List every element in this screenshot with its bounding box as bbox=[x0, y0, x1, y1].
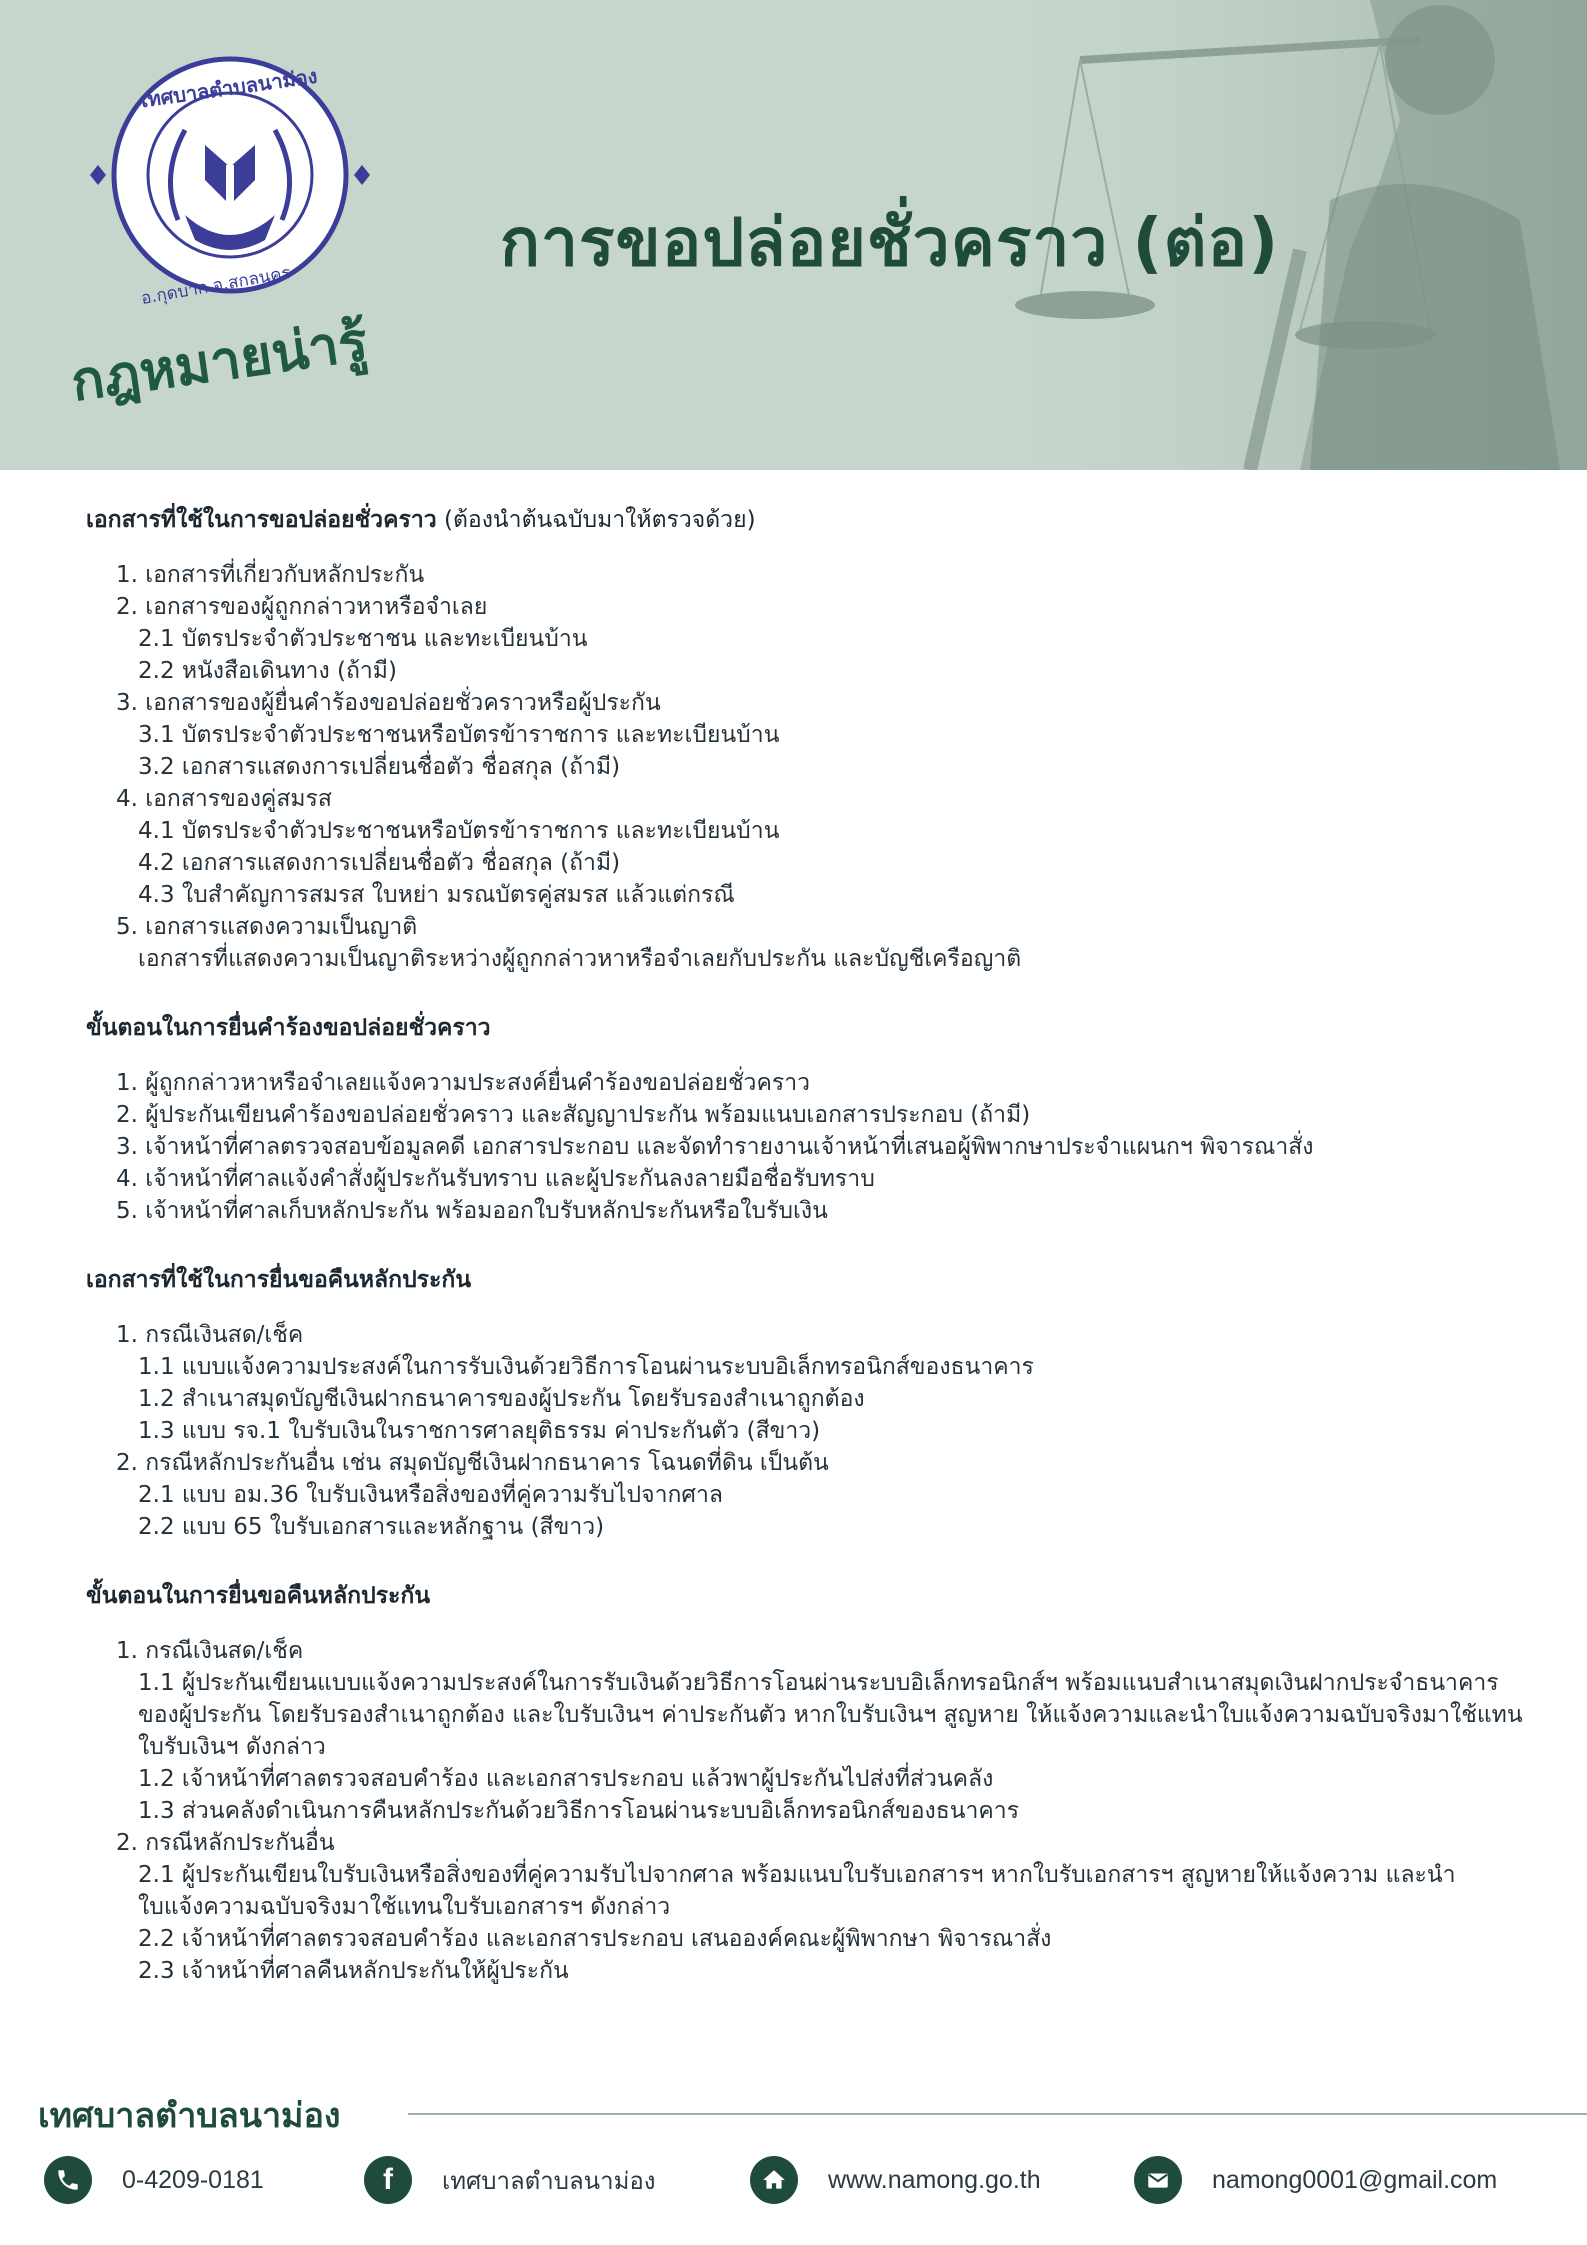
list-item: 1.2 สำเนาสมุดบัญชีเงินฝากธนาคารของผู้ประกัน โดยรับรองสำเนาถูกต้อง bbox=[138, 1386, 865, 1412]
contact-website[interactable] bbox=[750, 2150, 1041, 2210]
section-refund-procedure bbox=[86, 1581, 1526, 1987]
list-item: 2.1 แบบ อม.36 ใบรับเงินหรือสิ่งของที่คู่ความรับไปจากศาล bbox=[138, 1482, 724, 1508]
list-item: 4.3 ใบสำคัญการสมรส ใบหย่า มรณบัตรคู่สมรส แล้วแต่กรณี bbox=[138, 882, 735, 908]
list-item: 1.2 เจ้าหน้าที่ศาลตรวจสอบคำร้อง และเอกสารประกอบ แล้วพาผู้ประกันไปส่งที่ส่วนคลัง bbox=[138, 1766, 994, 1792]
page-title: การขอปล่อยชั่วคราว (ต่อ) bbox=[500, 204, 1280, 281]
logo-bottom-text: อ.กุดบาก จ.สกลนคร bbox=[139, 262, 293, 309]
list-item: 1.1 แบบแจ้งความประสงค์ในการรับเงินด้วยวิธีการโอนผ่านระบบอิเล็กทรอนิกส์ของธนาคาร bbox=[138, 1354, 1034, 1380]
list-item: 4. เจ้าหน้าที่ศาลแจ้งคำสั่งผู้ประกันรับทราบ และผู้ประกันลงลายมือชื่อรับทราบ bbox=[116, 1166, 875, 1192]
list-item: 5. เจ้าหน้าที่ศาลเก็บหลักประกัน พร้อมออกใบรับหลักประกันหรือใบรับเงิน bbox=[116, 1198, 828, 1224]
email-address[interactable]: namong0001@gmail.com bbox=[1212, 2165, 1498, 2194]
list-item: 1. เอกสารที่เกี่ยวกับหลักประกัน bbox=[116, 562, 425, 588]
list-item: 2.1 ผู้ประกันเขียนใบรับเงินหรือสิ่งของที่คู่ความรับไปจากศาล พร้อมแนบใบรับเอกสารฯ หากใบรับเอกสารฯ สูญหายให้แจ้งความ และนำใบแจ้งความฉบับจริงมาใช้แทนใบรับเอกสารฯ ดังกล่าว bbox=[138, 1862, 1456, 1920]
section-title: เอกสารที่ใช้ในการยื่นขอคืนหลักประกัน bbox=[86, 1267, 472, 1293]
contact-facebook[interactable] bbox=[364, 2150, 656, 2210]
phone-icon bbox=[44, 2156, 92, 2204]
contact-phone[interactable] bbox=[44, 2150, 264, 2210]
list-item: 1.1 ผู้ประกันเขียนแบบแจ้งความประสงค์ในการรับเงินด้วยวิธีการโอนผ่านระบบอิเล็กทรอนิกส์ฯ พร้อมแนบสำเนาสมุดเงินฝากประจำธนาคารของผู้ประกัน โดยรับรองสำเนาถูกต้อง และใบรับเงินฯ ค่าประกันตัว หากใบรับเงินฯ สูญหาย ให้แจ้งความและนำใบแจ้งความฉบับจริงมาใช้แทนใบรับเงินฯ ดังกล่าว bbox=[138, 1670, 1523, 1760]
list-item: 2.2 หนังสือเดินทาง (ถ้ามี) bbox=[138, 658, 397, 684]
list-item: 4.1 บัตรประจำตัวประชาชนหรือบัตรข้าราชการ และทะเบียนบ้าน bbox=[138, 818, 780, 844]
list-item: 1.3 ส่วนคลังดำเนินการคืนหลักประกันด้วยวิธีการโอนผ่านระบบอิเล็กทรอนิกส์ของธนาคาร bbox=[138, 1798, 1020, 1824]
website-url[interactable]: www.namong.go.th bbox=[828, 2165, 1041, 2194]
list-item: 5. เอกสารแสดงความเป็นญาติ bbox=[116, 914, 418, 940]
facebook-icon: f bbox=[364, 2156, 412, 2204]
list-item: 3. เจ้าหน้าที่ศาลตรวจสอบข้อมูลคดี เอกสารประกอบ และจัดทำรายงานเจ้าหน้าที่เสนอผู้พิพากษาประจำแผนกฯ พิจารณาสั่ง bbox=[116, 1134, 1314, 1160]
section-title: ขั้นตอนในการยื่นคำร้องขอปล่อยชั่วคราว bbox=[86, 1015, 491, 1041]
header-banner bbox=[0, 0, 1587, 470]
footer-divider bbox=[408, 2113, 1587, 2115]
list-item: 1. กรณีเงินสด/เช็ค bbox=[116, 1638, 304, 1664]
list-item: 2.1 บัตรประจำตัวประชาชน และทะเบียนบ้าน bbox=[138, 626, 588, 652]
logo-caption: กฎหมายน่ารู้ bbox=[67, 309, 372, 414]
list-item: 2.3 เจ้าหน้าที่ศาลคืนหลักประกันให้ผู้ประกัน bbox=[138, 1958, 569, 1984]
list-item: 4. เอกสารของคู่สมรส bbox=[116, 786, 332, 812]
facebook-page-name[interactable]: เทศบาลตำบลนาม่อง bbox=[442, 2166, 656, 2195]
list-item: 2. กรณีหลักประกันอื่น bbox=[116, 1830, 335, 1856]
contact-email[interactable] bbox=[1134, 2150, 1497, 2210]
list-item: 2.2 แบบ 65 ใบรับเอกสารและหลักฐาน (สีขาว) bbox=[138, 1514, 605, 1540]
section-bail-procedure bbox=[86, 1013, 1526, 1227]
list-item: 1.3 แบบ รจ.1 ใบรับเงินในราชการศาลยุติธรรม ค่าประกันตัว (สีขาว) bbox=[138, 1418, 821, 1444]
section-refund-documents bbox=[86, 1265, 1526, 1543]
list-item: 3.2 เอกสารแสดงการเปลี่ยนชื่อตัว ชื่อสกุล (ถ้ามี) bbox=[138, 754, 621, 780]
list-item: 4.2 เอกสารแสดงการเปลี่ยนชื่อตัว ชื่อสกุล (ถ้ามี) bbox=[138, 850, 621, 876]
list-item: 2.2 เจ้าหน้าที่ศาลตรวจสอบคำร้อง และเอกสารประกอบ เสนอองค์คณะผู้พิพากษา พิจารณาสั่ง bbox=[138, 1926, 1052, 1952]
list-item: เอกสารที่แสดงความเป็นญาติระหว่างผู้ถูกกล่าวหาหรือจำเลยกับประกัน และบัญชีเครือญาติ bbox=[138, 946, 1022, 972]
list-item: 1. กรณีเงินสด/เช็ค bbox=[116, 1322, 304, 1348]
section-title bbox=[86, 505, 1526, 535]
section-title: ขั้นตอนในการยื่นขอคืนหลักประกัน bbox=[86, 1583, 431, 1609]
mail-icon bbox=[1134, 2156, 1182, 2204]
footer-org-name: เทศบาลตำบลนาม่อง bbox=[38, 2096, 341, 2136]
list-item: 3. เอกสารของผู้ยื่นคำร้องขอปล่อยชั่วคราวหรือผู้ประกัน bbox=[116, 690, 661, 716]
list-item: 2. ผู้ประกันเขียนคำร้องขอปล่อยชั่วคราว และสัญญาประกัน พร้อมแนบเอกสารประกอบ (ถ้ามี) bbox=[116, 1102, 1031, 1128]
list-item: 2. เอกสารของผู้ถูกกล่าวหาหรือจำเลย bbox=[116, 594, 488, 620]
document-body bbox=[86, 505, 1526, 2025]
phone-number[interactable]: 0-4209-0181 bbox=[122, 2165, 264, 2194]
section-title-note: (ต้องนำต้นฉบับมาให้ตรวจด้วย) bbox=[436, 507, 756, 533]
section-title-text: เอกสารที่ใช้ในการขอปล่อยชั่วคราว bbox=[86, 507, 437, 533]
list-item: 1. ผู้ถูกกล่าวหาหรือจำเลยแจ้งความประสงค์ยื่นคำร้องขอปล่อยชั่วคราว bbox=[116, 1070, 811, 1096]
list-item: 2. กรณีหลักประกันอื่น เช่น สมุดบัญชีเงินฝากธนาคาร โฉนดที่ดิน เป็นต้น bbox=[116, 1450, 829, 1476]
home-icon bbox=[750, 2156, 798, 2204]
logo-ring-text: เทศบาลตำบลนาม่อง bbox=[139, 63, 319, 113]
section-bail-documents bbox=[86, 505, 1526, 975]
list-item: 3.1 บัตรประจำตัวประชาชนหรือบัตรข้าราชการ และทะเบียนบ้าน bbox=[138, 722, 780, 748]
